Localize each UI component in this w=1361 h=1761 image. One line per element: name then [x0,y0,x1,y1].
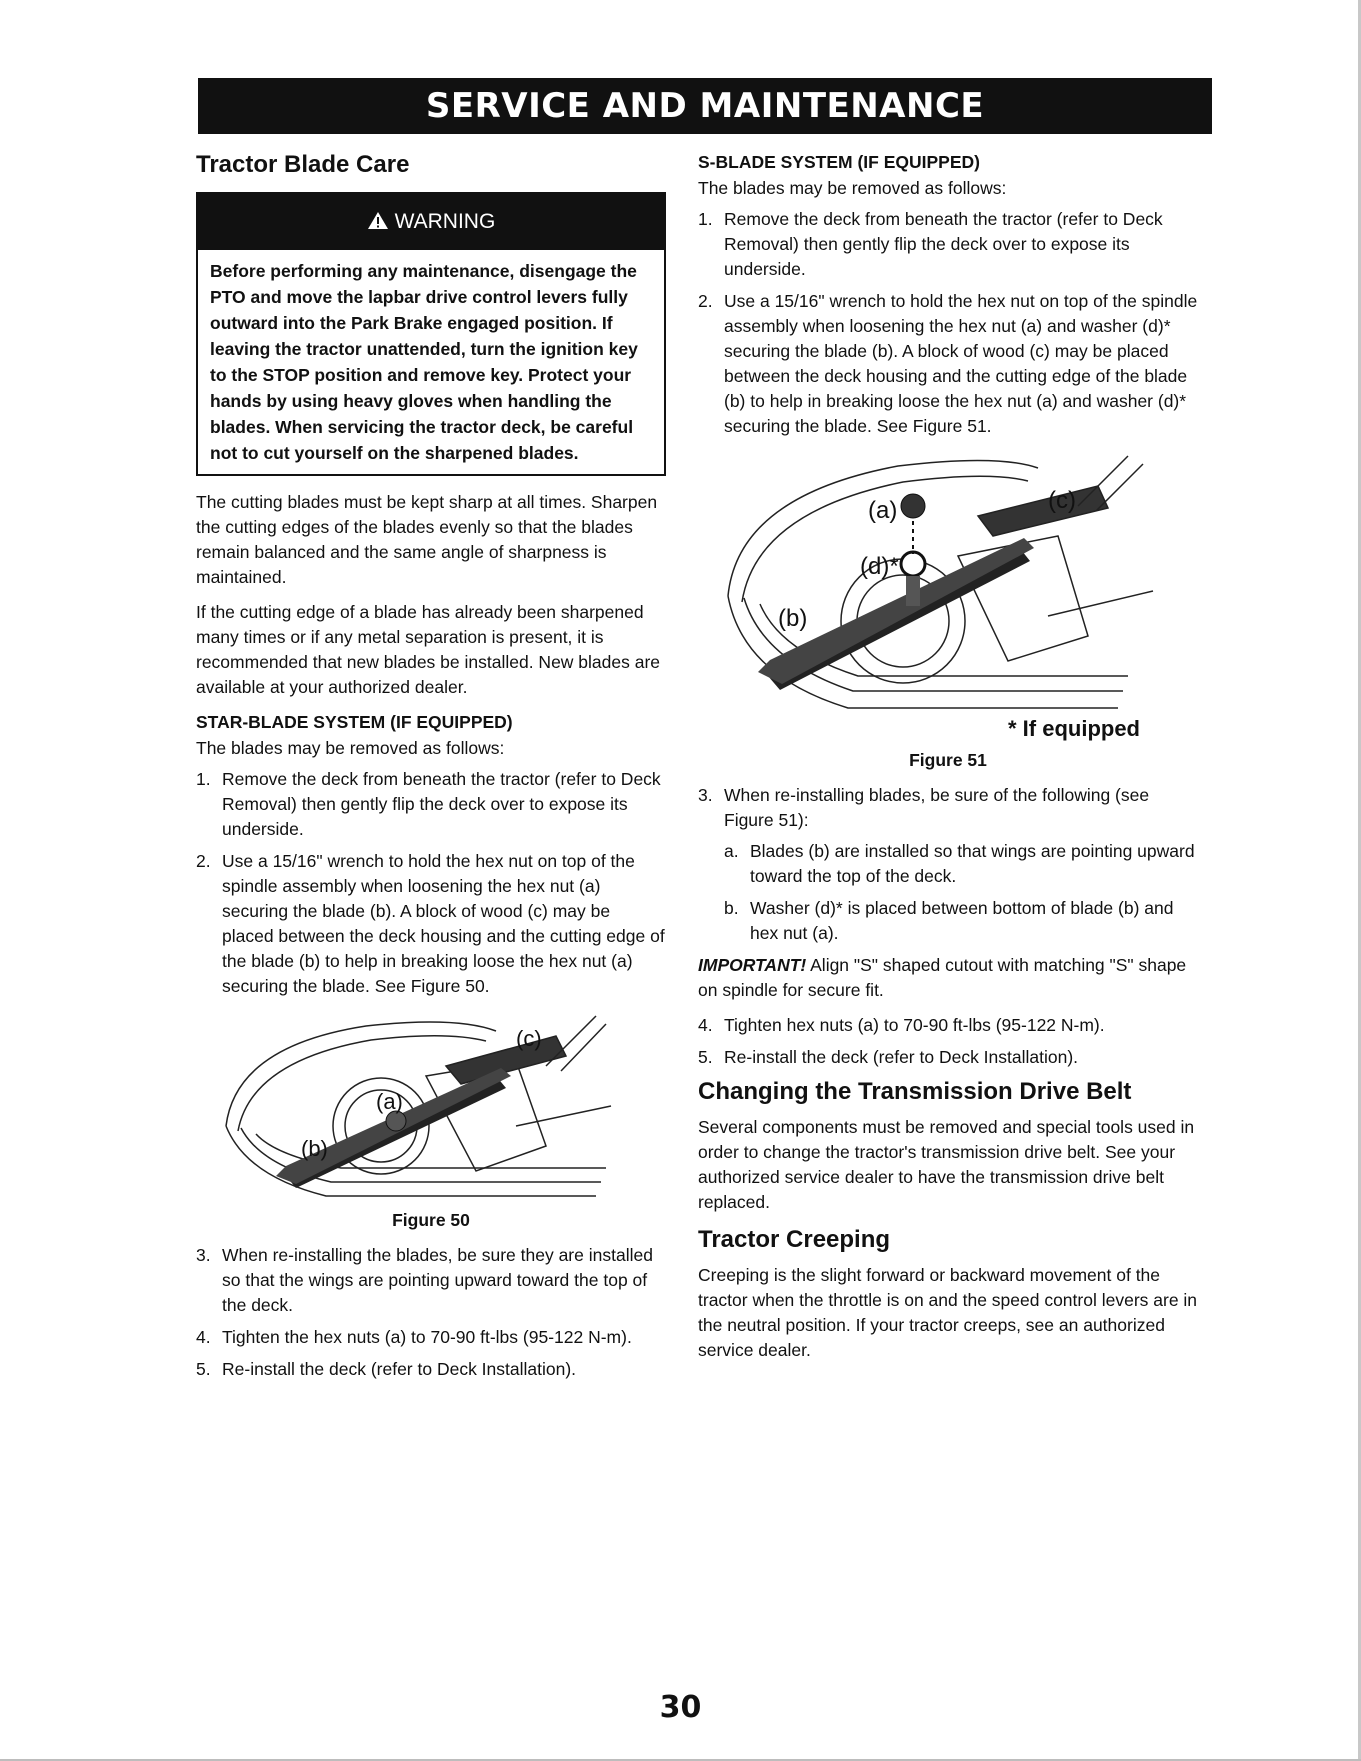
list-item: 5. Re-install the deck (refer to Deck Installation). [196,1359,577,1379]
right-column [698,150,1198,1373]
transmission-belt-heading: Changing the Transmission Drive Belt [698,1078,1132,1105]
s-blade-substeps [724,839,1198,946]
label-d: (d)* [860,553,899,580]
list-item: 1. Remove the deck from beneath the tractor (refer to Deck Removal) then gently flip the deck over to expose its underside. [196,769,661,839]
s-blade-steps [698,207,1198,439]
important-label: IMPORTANT! [698,955,807,975]
list-item: 1. Remove the deck from beneath the tractor (refer to Deck Removal) then gently flip the deck over to expose its underside. [698,209,1163,279]
important-text: Align "S" shaped cutout with matching "S" shape on spindle for secure fit. [698,955,1187,1000]
list-item: 5. Re-install the deck (refer to Deck Installation). [698,1047,1079,1067]
star-blade-steps-continued [196,1243,666,1382]
warning-triangle-icon [367,210,395,233]
tractor-creeping-heading: Tractor Creeping [698,1226,891,1253]
star-blade-steps [196,767,666,999]
label-if-equipped: * If equipped [1008,716,1140,741]
list-item: 4. Tighten the hex nuts (a) to 70-90 ft-lbs (95-122 N-m). [196,1327,632,1347]
warning-header [198,194,664,250]
blade-sharpness-paragraph: The cutting blades must be kept sharp at all times. Sharpen the cutting edges of the blades evenly so that the blades remain balanced and the same angle of sharpness is maintained. [196,492,658,587]
page-number: 30 [659,1690,702,1725]
star-blade-intro: The blades may be removed as follows: [196,738,505,758]
label-a: (a) [376,1089,403,1114]
list-item: 3. When re-installing the blades, be sure they are installed so that the wings are pointing upward toward the top of the deck. [196,1245,653,1315]
list-item: 4. Tighten hex nuts (a) to 70-90 ft-lbs (95-122 N-m). [698,1015,1105,1035]
label-c: (c) [1048,487,1076,514]
s-blade-intro: The blades may be removed as follows: [698,178,1007,198]
label-a: (a) [868,497,898,524]
transmission-belt-paragraph: Several components must be removed and special tools used in order to change the tractor's transmission drive belt. See your authorized service dealer to have the transmission drive belt replaced. [698,1117,1195,1212]
important-note [698,953,1198,1003]
left-column [196,150,666,1389]
deck-s-blade-illustration [718,446,1158,746]
label-c: (c) [516,1026,542,1051]
section-banner: SERVICE AND MAINTENANCE [198,78,1212,134]
deck-star-blade-illustration [216,1006,636,1206]
list-item: a. Blades (b) are installed so that wings are pointing upward toward the top of the deck. [724,841,1195,886]
list-item: b. Washer (d)* is placed between bottom of blade (b) and hex nut (a). [724,898,1174,943]
s-blade-subheading: S-BLADE SYSTEM (IF EQUIPPED) [698,152,980,172]
figure-51-caption: Figure 51 [909,750,987,770]
warning-text: Before performing any maintenance, disengage the PTO and move the lapbar drive control levers fully outward into the Park Brake engaged position. If leaving the tractor unattended, turn the ignition key to the STOP position and remove key. Protect your hands by using heavy gloves when handling the blades. When servicing the tractor deck, be careful not to cut yourself on the sharpened blades. [210,261,638,463]
blade-replacement-paragraph: If the cutting edge of a blade has already been sharpened many times or if any metal separation is present, it is recommended that new blades be installed. New blades are available at your authorized dealer. [196,602,661,697]
label-b: (b) [301,1136,328,1161]
s-blade-steps-continued [698,783,1198,946]
figure-50 [196,1006,666,1231]
tractor-blade-care-heading: Tractor Blade Care [196,151,410,178]
tractor-creeping-paragraph: Creeping is the slight forward or backward movement of the tractor when the throttle is on and the speed control levers are in the neutral position. If your tractor creeps, see an authorized service dealer. [698,1265,1198,1360]
list-item: 2. Use a 15/16" wrench to hold the hex nut on top of the spindle assembly when loosening the hex nut (a) and washer (d)* securing the blade (b). A block of wood (c) may be placed between the deck housing and the cutting edge of the blade (b) to help in breaking loose the hex nut (a) and washer (d)* securing the blade. See Figure 51. [698,291,1198,436]
s-blade-steps-final [698,1013,1198,1070]
list-item: 3. When re-installing blades, be sure of the following (see Figure 51): a. Blades (b) are installed so that wings are pointing upward toward the top of the deck. b. Washer (d)* is placed between bottom of blade (b) and hex nut (a). [698,783,1198,946]
figure-50-caption: Figure 50 [392,1210,470,1230]
figure-51 [698,446,1198,771]
list-item: 2. Use a 15/16" wrench to hold the hex nut on top of the spindle assembly when loosening the hex nut (a) securing the blade (b). A block of wood (c) may be placed between the deck housing and the cutting edge of the blade (b) to help in breaking loose the hex nut (a) securing the blade. See Figure 50. [196,851,665,996]
warning-title: WARNING [394,210,496,233]
star-blade-subheading: STAR-BLADE SYSTEM (IF EQUIPPED) [196,712,513,732]
warning-box [196,192,666,476]
label-b: (b) [778,605,808,632]
